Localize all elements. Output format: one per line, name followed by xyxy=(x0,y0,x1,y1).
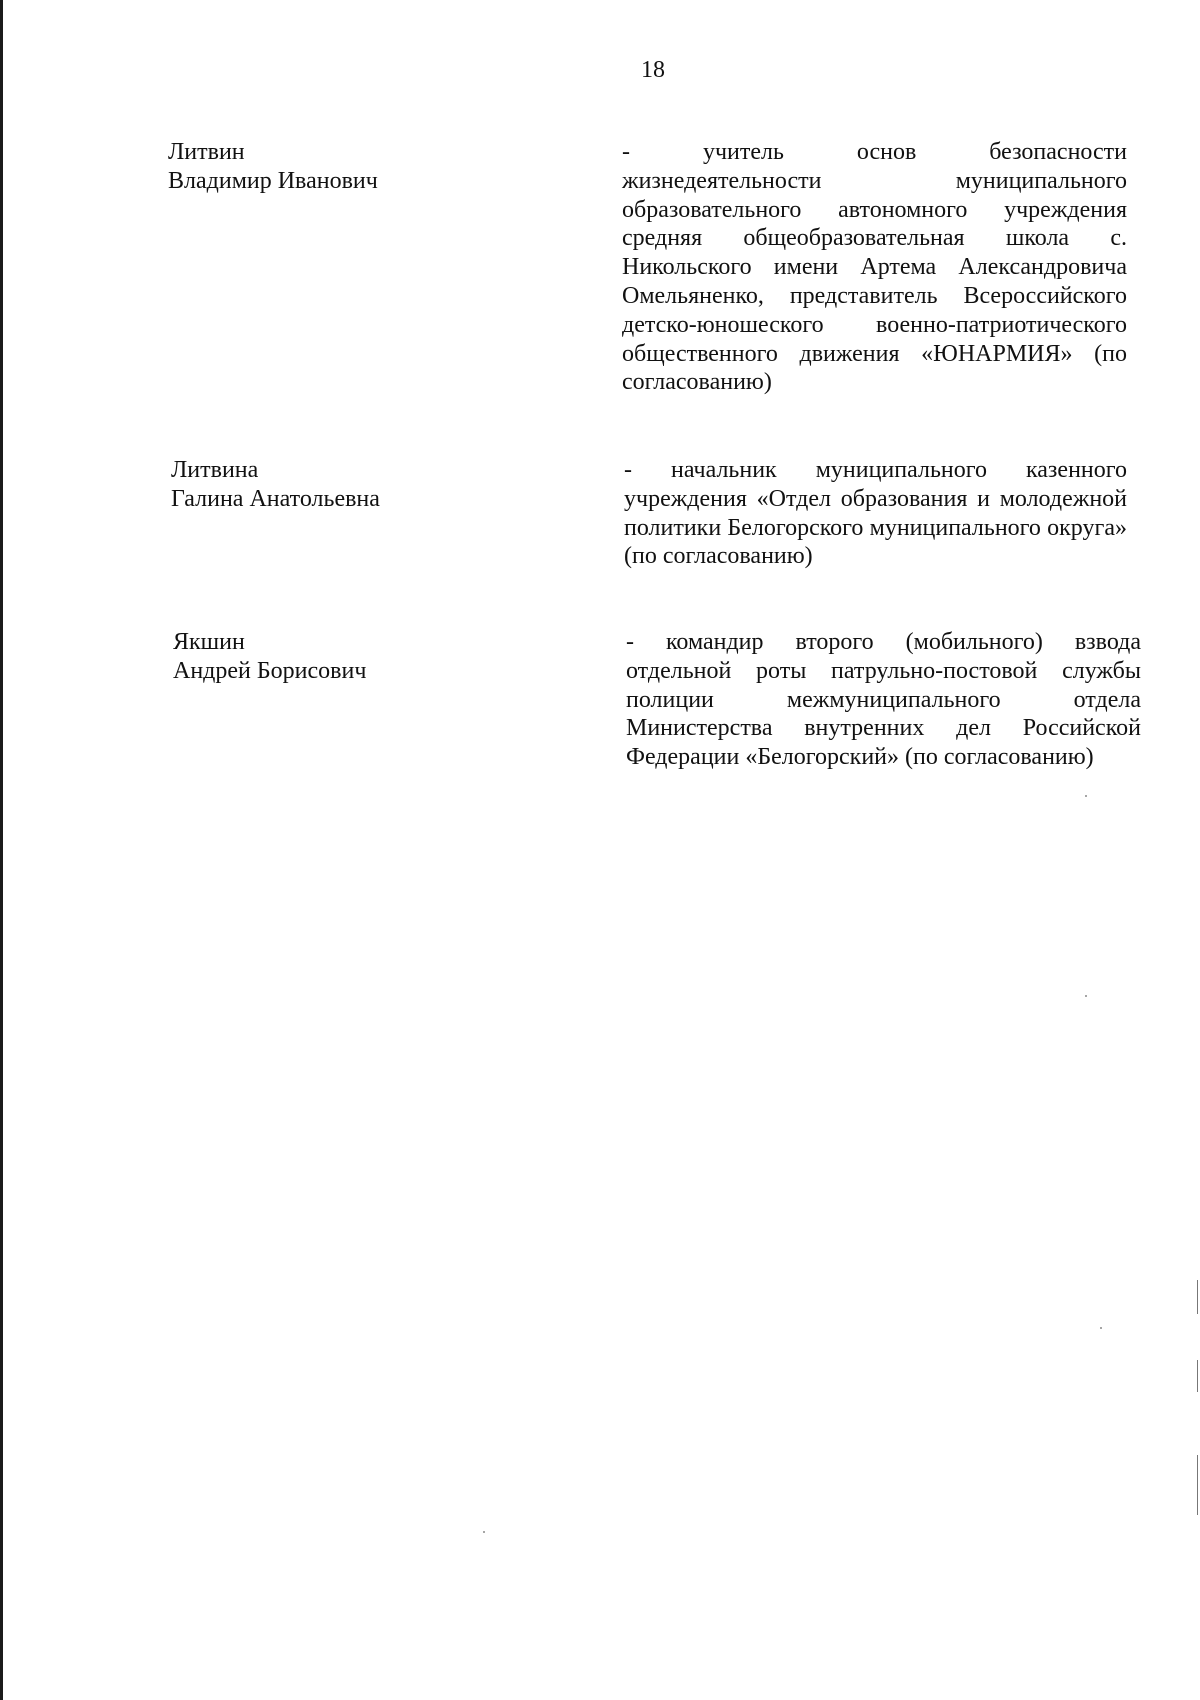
member-position: - учитель основ безопасности жизнедеятельности муниципального образовательного автономного учреждения средняя общеобразовательная школа с. Никольского имени Артема Александровича Омельяненко, представитель Всероссийского детско-юношеского военно-патриотического общественного движения «ЮНАРМИЯ» (по согласованию) xyxy=(622,139,1127,396)
member-surname: Литвин xyxy=(168,139,245,165)
scan-speck xyxy=(1100,1327,1102,1329)
member-given-names: Андрей Борисович xyxy=(173,658,367,684)
member-position: - командир второго (мобильного) взвода отдельной роты патрульно-постовой службы полиции межмуниципального отдела Министерства внутренних дел Российской Федерации «Белогорский» (по согласованию) xyxy=(626,629,1141,771)
scan-right-mark xyxy=(1197,1455,1198,1515)
scan-speck xyxy=(1085,995,1087,997)
member-surname: Якшин xyxy=(173,629,245,655)
member-name xyxy=(171,456,501,514)
member-given-names: Галина Анатольевна xyxy=(171,486,380,512)
scan-right-mark xyxy=(1197,1360,1198,1392)
member-name xyxy=(173,628,503,686)
scan-speck xyxy=(483,1531,485,1533)
member-given-names: Владимир Иванович xyxy=(168,168,378,194)
page-number: 18 xyxy=(641,57,665,83)
scan-right-mark xyxy=(1197,1280,1198,1314)
scan-speck xyxy=(1085,795,1087,797)
member-position: - начальник муниципального казенного учреждения «Отдел образования и молодежной политики Белогорского муниципального округа» (по согласованию) xyxy=(624,457,1127,570)
member-name xyxy=(168,138,498,196)
member-surname: Литвина xyxy=(171,457,259,483)
scan-left-edge xyxy=(0,0,3,1700)
